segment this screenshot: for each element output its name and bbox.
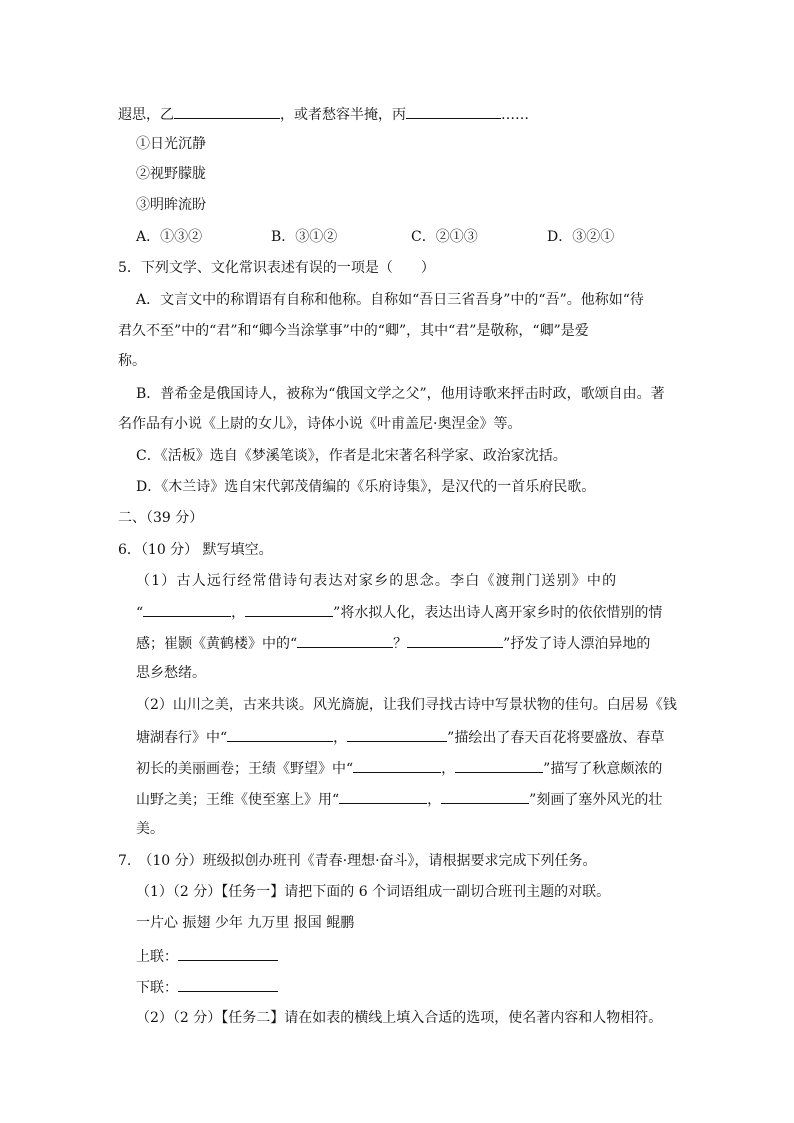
q5-option-d: D．《木兰诗》选自宋代郭茂倩编的《乐府诗集》，是汉代的一首乐府民歌。 bbox=[136, 479, 596, 495]
text: ， bbox=[427, 792, 442, 808]
q6-part-2-line3 bbox=[136, 757, 662, 779]
q7-upper-couplet bbox=[136, 945, 278, 967]
question-5: 5．下列文学、文化常识表述有误的一项是（ ） bbox=[118, 260, 435, 276]
option-item-2: ②视野朦胧 bbox=[136, 166, 206, 182]
text: ， bbox=[333, 730, 348, 746]
text: ，或者愁容半掩，丙 bbox=[280, 107, 406, 123]
q5-option-a-cont: 君久不至”中的“君”和“卿今当涂掌事”中的“卿”，其中“君”是敬称，“卿”是爱 bbox=[118, 323, 589, 339]
q4-options bbox=[136, 227, 614, 247]
answer-blank[interactable] bbox=[441, 788, 529, 804]
question-7: 7. （10 分）班级拟创办班刊《青春·理想·奋斗》，请根据要求完成下列任务。 bbox=[118, 853, 597, 869]
q5-option-a-cont: 称。 bbox=[118, 353, 146, 369]
text: 塘湖春行》中“ bbox=[136, 730, 228, 746]
text: 初长的美丽画卷；王绩《野望》中“ bbox=[136, 761, 354, 777]
q6-part-1-line2 bbox=[136, 601, 662, 623]
q6-part-1-line4: 思乡愁绪。 bbox=[136, 665, 206, 681]
text: ”刻画了塞外风光的壮 bbox=[529, 792, 663, 808]
answer-blank[interactable] bbox=[245, 601, 333, 617]
text: ， bbox=[231, 605, 246, 621]
q5-option-b-cont: 名作品有小说《上尉的女儿》，诗体小说《叶甫盖尼·奥涅金》等。 bbox=[118, 416, 522, 432]
text: ”将水拟人化，表达出诗人离开家乡时的依依惜别的情 bbox=[333, 605, 663, 621]
option-item-3: ③明眸流盼 bbox=[136, 197, 206, 213]
answer-blank[interactable] bbox=[455, 757, 543, 773]
q4-option-a[interactable]: A．①③② bbox=[136, 229, 203, 245]
answer-blank[interactable] bbox=[227, 726, 333, 742]
text: 上联： bbox=[136, 949, 178, 965]
q6-part-2-line2 bbox=[136, 726, 664, 748]
q7-task-2: （2）（2 分）【任务二】请在如表的横线上填入合适的选项，使名著内容和人物相符。 bbox=[136, 1010, 663, 1026]
lower-couplet-blank[interactable] bbox=[178, 976, 278, 992]
text: ”描写了秋意颇浓的 bbox=[543, 761, 663, 777]
q4-option-d[interactable]: D．③②① bbox=[547, 229, 615, 245]
text: 感；崔颢《黄鹤楼》中的“ bbox=[136, 636, 298, 652]
text: ， bbox=[441, 761, 456, 777]
answer-blank[interactable] bbox=[353, 757, 441, 773]
upper-couplet-blank[interactable] bbox=[178, 945, 278, 961]
q7-word-list: 一片心 振翅 少年 九万里 报国 鲲鹏 bbox=[136, 915, 355, 931]
question-6: 6．（10 分） 默写填空。 bbox=[118, 542, 273, 558]
answer-blank[interactable] bbox=[407, 632, 503, 648]
q5-option-a: A．文言文中的称谓语有自称和他称。自称如“吾日三省吾身”中的“吾”。他称如“待 bbox=[136, 292, 644, 308]
text: 遐思，乙 bbox=[118, 107, 174, 123]
text: 山野之美；王维《使至塞上》用“ bbox=[136, 792, 340, 808]
q6-part-2-line4 bbox=[136, 788, 662, 810]
text: 下联： bbox=[136, 980, 178, 996]
text: ”抒发了诗人漂泊异地的 bbox=[503, 636, 651, 652]
answer-blank[interactable] bbox=[143, 601, 231, 617]
answer-blank[interactable] bbox=[347, 726, 447, 742]
answer-blank[interactable] bbox=[297, 632, 393, 648]
option-item-1: ①日光沉静 bbox=[136, 136, 206, 152]
section-2-heading: 二、（39 分） bbox=[118, 510, 204, 526]
q6-part-2-line5: 美。 bbox=[136, 821, 164, 837]
text: “ bbox=[136, 605, 144, 621]
q4-option-c[interactable]: C．②①③ bbox=[411, 229, 478, 245]
q5-option-b: B．普希金是俄国诗人，被称为“俄国文学之父”，他用诗歌来抨击时政，歌颂自由。著 bbox=[136, 386, 665, 402]
text: ”描绘出了春天百花将要盛放、春草 bbox=[447, 730, 665, 746]
q5-option-c: C．《活板》选自《梦溪笔谈》，作者是北宋著名科学家、政治家沈括。 bbox=[136, 448, 567, 464]
q7-lower-couplet bbox=[136, 976, 278, 998]
line-continuation bbox=[118, 103, 529, 125]
q7-task-1: （1）（2 分）【任务一】请把下面的 6 个词语组成一副切合班刊主题的对联。 bbox=[136, 884, 611, 900]
q6-part-2: （2）山川之美，古来共谈。风光旖旎，让我们寻找古诗中写景状物的佳句。白居易《钱 bbox=[136, 697, 677, 713]
answer-blank[interactable] bbox=[406, 103, 501, 119]
text: …… bbox=[501, 107, 529, 123]
text: ？ bbox=[393, 636, 408, 652]
q4-option-b[interactable]: B．③①② bbox=[271, 229, 338, 245]
answer-blank[interactable] bbox=[339, 788, 427, 804]
q6-part-1-line3 bbox=[136, 632, 650, 654]
q6-part-1: （1）古人远行经常借诗句表达对家乡的思念。李白《渡荆门送别》中的 bbox=[136, 573, 618, 589]
answer-blank[interactable] bbox=[174, 103, 280, 119]
